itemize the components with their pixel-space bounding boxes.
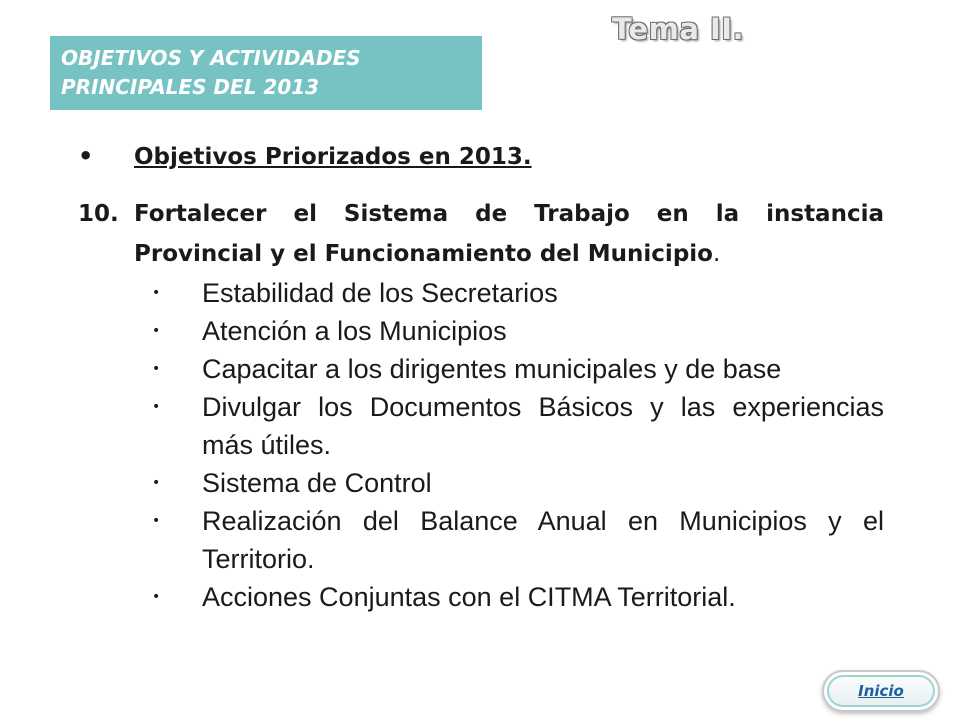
activity-text: Divulgar los Documentos Básicos y las experiencias más útiles. [202,392,884,460]
objective-row [78,194,884,274]
activity-text: Sistema de Control [202,468,432,498]
activity-list [78,274,884,616]
tema-title: Tema II. [612,12,745,46]
activity-text: Realización del Balance Anual en Municipios y el Territorio. [202,506,884,574]
activity-text: Atención a los Municipios [202,316,507,346]
objective-number: 10. [78,201,119,227]
list-item [78,502,884,578]
section-header-line-2: PRINCIPALES DEL 2013 [61,75,320,99]
objective-period: . [712,241,721,267]
sub-bullet-icon: • [152,361,161,377]
objective-text: Fortalecer el Sistema de Trabajo en la instancia Provincial y el Funcionamiento del Municipio [134,201,884,267]
objective-text-block [134,194,884,274]
list-item [78,274,884,312]
activity-text: Estabilidad de los Secretarios [202,278,558,308]
sub-bullet-icon: • [152,285,161,301]
objectives-heading: Objetivos Priorizados en 2013. [134,144,532,170]
list-item [78,464,884,502]
list-item [78,578,884,616]
list-item [78,388,884,464]
sub-bullet-icon: • [152,475,161,491]
activity-text: Acciones Conjuntas con el CITMA Territorial. [202,582,736,612]
section-header-box [50,36,482,110]
inicio-button[interactable]: Inicio [822,670,940,712]
section-header-line-1: OBJETIVOS Y ACTIVIDADES [61,46,361,70]
sub-bullet-icon: • [152,589,161,605]
sub-bullet-icon: • [152,513,161,529]
list-item [78,350,884,388]
activity-text: Capacitar a los dirigentes municipales y de base [202,354,782,384]
sub-bullet-icon: • [152,323,161,339]
heading-row [78,142,884,188]
bullet-icon: • [78,142,94,170]
sub-bullet-icon: • [152,399,161,415]
slide-content [78,142,884,616]
list-item [78,312,884,350]
